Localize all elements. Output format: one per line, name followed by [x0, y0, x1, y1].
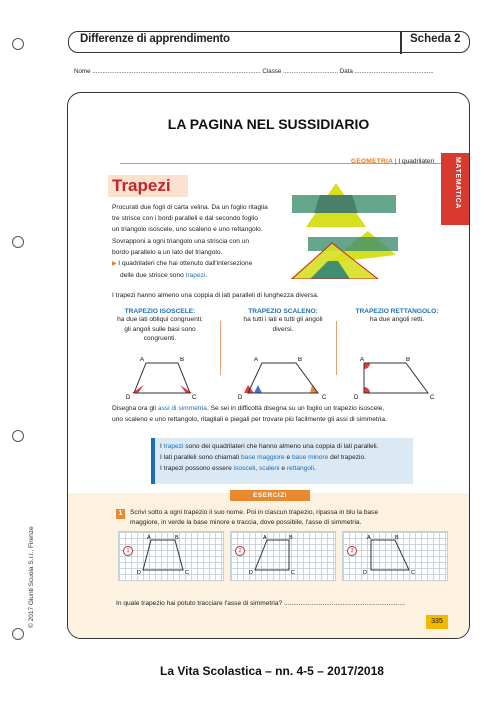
type-right — [342, 308, 452, 325]
type-line: ha tutti i lati e tutti gli angoli — [243, 316, 323, 323]
binder-hole — [12, 38, 24, 50]
svg-text:A: A — [254, 357, 259, 363]
bullet-text: I quadrilateri che hai ottenuto dall'intersezione — [118, 260, 253, 268]
binder-hole — [12, 628, 24, 640]
type-line: diversi. — [272, 325, 294, 333]
exercise-grid-2[interactable] — [230, 531, 336, 581]
term-assi-simmetria: assi di simmetria — [157, 405, 207, 412]
def-text: sono dei quadrilateri che hanno almeno una coppia di lati paralleli. — [183, 443, 379, 450]
type-line: gli angoli sulle basi sono — [124, 325, 196, 333]
svg-text:A: A — [140, 357, 145, 363]
svg-text:C: C — [322, 395, 327, 401]
worksheet-title: Differenze di apprendimento — [80, 33, 230, 45]
svg-text:B: B — [175, 535, 179, 541]
intro-line: Procurati due fogli di carta velina. Da un foglio ritaglia — [112, 204, 268, 211]
header-divider — [400, 31, 402, 54]
strip — [308, 237, 398, 251]
subject-area: GEOMETRIA — [351, 158, 394, 165]
parallel-sentence: I trapezi hanno almeno una coppia di lati paralleli di lunghezza diversa. — [112, 292, 319, 299]
exercise-instruction — [130, 508, 450, 528]
intro-line: un triangolo isoscele, uno scaleno e uno rettangolo. — [112, 226, 263, 234]
exercise-label: ESERCIZI — [230, 490, 310, 501]
svg-text:D: D — [354, 395, 359, 401]
exercise-number: 1 — [116, 509, 125, 519]
def-term: scaleni — [258, 465, 280, 472]
def-text: e — [284, 454, 292, 461]
def-text: del trapezio. — [328, 454, 367, 461]
svg-text:B: B — [395, 535, 399, 541]
name-class-date-line: Nome .................................................................................................. Classe ................................ Data .............................................. — [74, 68, 434, 75]
def-term: trapezi — [163, 443, 184, 450]
symmetry-instructions — [112, 403, 452, 425]
def-term: rettangoli — [286, 465, 314, 472]
svg-text:B: B — [406, 357, 411, 363]
bullet-line-2 — [112, 270, 312, 281]
svg-text:C: C — [192, 395, 197, 401]
intro-line: bordo parallelo a un lato del triangolo. — [112, 248, 223, 256]
def-term: base minore — [291, 454, 329, 461]
intro-line: Sovrapponi a ogni triangolo una striscia con un — [112, 237, 250, 245]
footer-publication: La Vita Scolastica – nn. 4-5 – 2017/2018 — [160, 664, 384, 678]
def-term: isosceli — [233, 465, 256, 472]
binder-hole — [12, 236, 24, 248]
type-heading: TRAPEZIO RETTANGOLO: — [355, 308, 439, 315]
column-divider — [220, 321, 221, 375]
grid-number: 3 — [347, 546, 357, 556]
trapezoid-outline — [249, 534, 309, 578]
intro-line: tre strisce con i bordi paralleli e dal secondo foglio — [112, 215, 258, 223]
strips-triangles-illustration — [288, 181, 400, 279]
subject-topic: I quadrilateri — [398, 158, 435, 165]
lesson-title: Trapezi — [112, 176, 171, 195]
svg-text:D: D — [126, 395, 131, 401]
definition-text — [160, 441, 412, 474]
symmetry-question: In quale trapezio hai potuto tracciare l'asse di simmetria? .................................................................. — [116, 600, 405, 607]
instruction-line: maggiore, in verde la base minore e traccia, dove possibile, l'asse di simmetria. — [130, 519, 362, 526]
symmetry-text: . Se sei in difficoltà disegna su un foglio un trapezio isoscele, — [206, 405, 385, 412]
definition-bar — [151, 438, 155, 484]
def-text: e — [279, 465, 287, 472]
grid-number: 2 — [235, 546, 245, 556]
svg-text:A: A — [147, 535, 151, 541]
svg-text:A: A — [367, 535, 371, 541]
binder-hole — [12, 430, 24, 442]
svg-text:B: B — [298, 357, 303, 363]
svg-text:C: C — [291, 570, 295, 576]
symmetry-text-2: uno scaleno e uno rettangolo, ritagliali e piegali per trovare più facilmente gli assi di simmetria. — [112, 416, 387, 423]
svg-text:D: D — [137, 570, 141, 576]
svg-text:D: D — [238, 395, 243, 401]
symmetry-text: Disegna ora gli — [112, 405, 158, 412]
exercise-grid-1[interactable] — [118, 531, 224, 581]
scalene-trapezoid-figure — [234, 357, 334, 401]
right-trapezoid-figure — [352, 357, 444, 401]
type-heading: TRAPEZIO ISOSCELE: — [124, 308, 196, 315]
def-text: I lati paralleli sono chiamati — [160, 454, 241, 461]
svg-text:A: A — [360, 357, 365, 363]
subject-tab — [441, 153, 469, 225]
def-text: , — [255, 465, 259, 472]
type-scalene — [228, 308, 338, 334]
def-text: I — [160, 443, 164, 450]
grid-number: 1 — [123, 546, 133, 556]
svg-text:B: B — [289, 535, 293, 541]
svg-text:C: C — [430, 395, 435, 401]
trapezoid-outline — [361, 534, 421, 578]
subject-heading: GEOMETRIA | I quadrilateri — [351, 158, 435, 165]
subject-tab-label: MATEMATICA — [454, 157, 461, 210]
svg-text:C: C — [185, 570, 189, 576]
svg-text:D: D — [249, 570, 253, 576]
copyright-note: © 2017 Giunti Scuola S.r.l., Firenze — [28, 526, 35, 628]
trapezoid-outline — [137, 534, 197, 578]
term-trapezi: trapezi — [185, 272, 206, 280]
type-line: ha due lati obliqui congruenti; — [117, 316, 203, 323]
instruction-line: Scrivi sotto a ogni trapezio il suo nome. Poi in ciascun trapezio, ripassa in blu la base — [130, 509, 379, 516]
def-text: I trapezi possono essere — [160, 465, 234, 472]
scheda-label: Scheda 2 — [410, 33, 461, 45]
exercise-grid-3[interactable] — [342, 531, 448, 581]
column-divider — [336, 321, 337, 375]
type-heading: TRAPEZIO SCALENO: — [248, 308, 318, 315]
type-isosceles — [108, 308, 212, 344]
page-title: LA PAGINA NEL SUSSIDIARIO — [167, 116, 370, 132]
def-text: . — [313, 465, 316, 472]
type-line: congruenti. — [143, 335, 177, 342]
page-number: 335 — [426, 615, 448, 629]
textbook-page — [67, 92, 470, 639]
svg-text:A: A — [263, 535, 267, 541]
trapezoid-result — [314, 195, 358, 213]
bullet-text-2: delle due strisce sono — [120, 272, 186, 280]
isosceles-trapezoid-figure — [116, 357, 208, 401]
svg-text:C: C — [411, 570, 415, 576]
svg-text:D: D — [363, 570, 367, 576]
bullet-line: ▶ I quadrilateri che hai ottenuto dall'intersezione — [112, 260, 253, 268]
svg-text:B: B — [180, 357, 185, 363]
lesson-intro — [112, 202, 312, 281]
def-term: base maggiore — [241, 454, 285, 461]
type-line: ha due angoli retti. — [369, 316, 425, 323]
bullet-end: . — [205, 272, 208, 280]
